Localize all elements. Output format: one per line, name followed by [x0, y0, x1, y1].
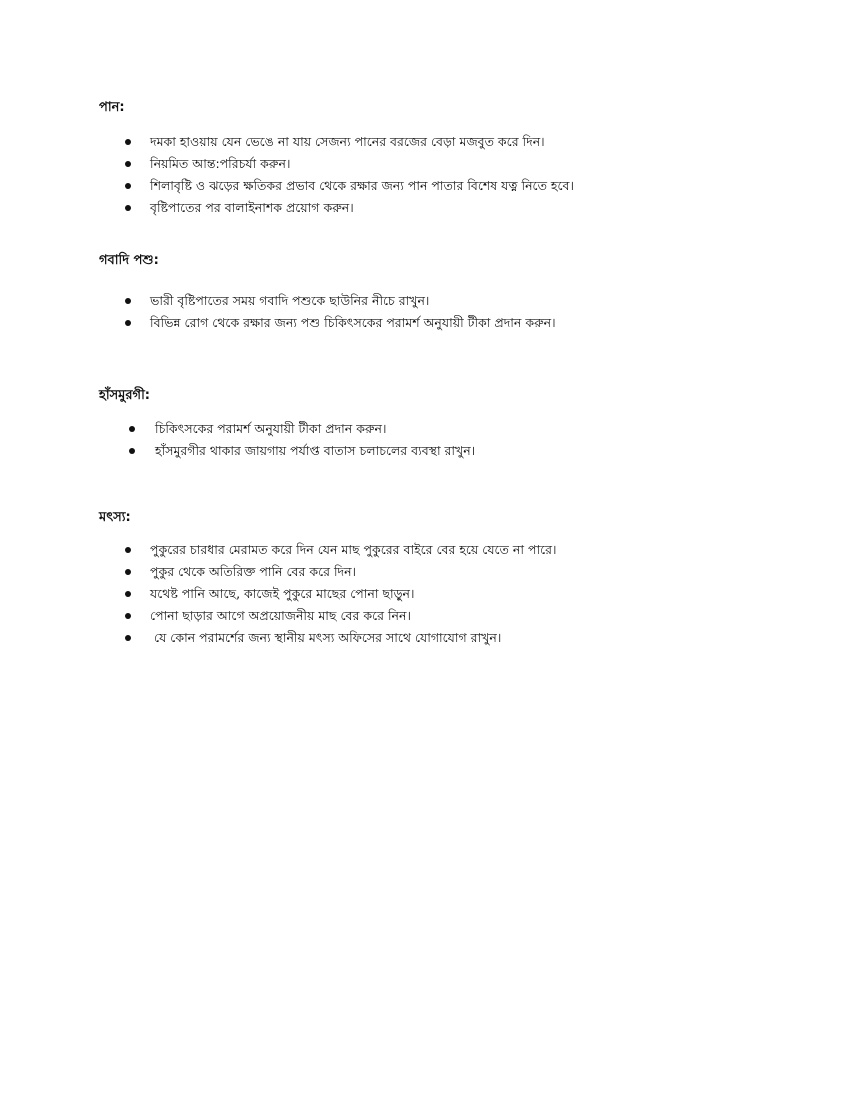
bullet-icon	[129, 426, 135, 432]
list-item-text: নিয়মিত আন্ত:পরিচর্যা করুন।	[150, 156, 291, 171]
list-item-text: পুকুরের চারধার মেরামত করে দিন যেন মাছ পুকুরের বাইরে বের হয়ে যেতে না পারে।	[150, 542, 557, 557]
list-item-text: চিকিৎসকের পরামর্শ অনুযায়ী টীকা প্রদান করুন।	[155, 421, 387, 436]
bullet-icon	[125, 205, 131, 211]
section-heading: মৎস্য:	[99, 510, 131, 525]
list-item-text: শিলাবৃষ্টি ও ঝড়ের ক্ষতিকর প্রভাব থেকে রক্ষার জন্য পান পাতার বিশেষ যত্ন নিতে হবে।	[150, 178, 574, 193]
bullet-icon	[125, 320, 131, 326]
bullet-icon	[125, 613, 131, 619]
section-heading: পান:	[99, 100, 125, 115]
list-item-text: দমকা হাওয়ায় যেন ভেঙে না যায় সেজন্য পানের বরজের বেড়া মজবুত করে দিন।	[150, 134, 545, 149]
bullet-icon	[125, 298, 131, 304]
bullet-icon	[125, 635, 131, 641]
bullet-icon	[125, 139, 131, 145]
bullet-icon	[125, 183, 131, 189]
list-item-text: পুকুর থেকে অতিরিক্ত পানি বের করে দিন।	[150, 564, 357, 579]
list-item-text: ভারী বৃষ্টিপাতের সময় গবাদি পশুকে ছাউনির নীচে রাখুন।	[150, 293, 430, 308]
bullet-icon	[125, 547, 131, 553]
bullet-icon	[125, 161, 131, 167]
list-item-text: যে কোন পরামর্শের জন্য স্থানীয় মৎস্য অফিসের সাথে যোগাযোগ রাখুন।	[154, 630, 502, 645]
bullet-icon	[129, 448, 135, 454]
list-item-text: বিভিন্ন রোগ থেকে রক্ষার জন্য পশু চিকিৎসকের পরামর্শ অনুযায়ী টীকা প্রদান করুন।	[150, 315, 556, 330]
section-heading: গবাদি পশু:	[99, 253, 159, 268]
list-item-text: হাঁসমুরগীর থাকার জায়গায় পর্যাপ্ত বাতাস চলাচলের ব্যবস্থা রাখুন।	[155, 443, 476, 458]
list-item-text: পোনা ছাড়ার আগে অপ্রয়োজনীয় মাছ বের করে নিন।	[150, 608, 411, 623]
list-item-text: বৃষ্টিপাতের পর বালাইনাশক প্রয়োগ করুন।	[150, 200, 354, 215]
section-heading: হাঁসমুরগী:	[99, 388, 150, 403]
list-item-text: যথেষ্ট পানি আছে, কাজেই পুকুরে মাছের পোনা ছাড়ুন।	[150, 586, 415, 601]
bullet-icon	[125, 591, 131, 597]
bullet-icon	[125, 569, 131, 575]
